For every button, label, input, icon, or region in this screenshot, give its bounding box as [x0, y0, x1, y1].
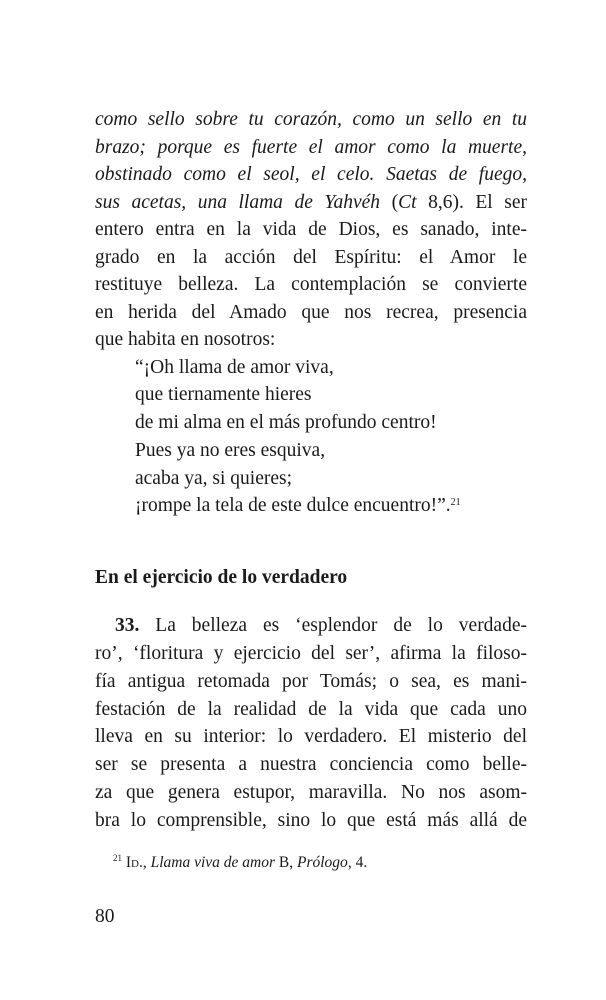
paragraph-number: 33. — [115, 615, 140, 637]
text-line — [95, 807, 527, 835]
text-segment: za que genera estupor, maravilla. No nos asom- — [95, 782, 527, 804]
italic-text: obstinado como el seol, el celo. Saetas de fuego, — [95, 164, 527, 185]
poem-text: Pues ya no eres esquiva, — [135, 439, 326, 461]
text-line — [95, 779, 527, 807]
page-number: 80 — [95, 906, 115, 927]
text-line — [95, 751, 527, 779]
text-line — [95, 723, 527, 751]
text-segment: lleva en su interior: lo verdadero. El misterio del — [95, 726, 527, 748]
poem-line — [135, 409, 527, 437]
poem-line — [135, 354, 527, 382]
text-line — [95, 244, 527, 272]
text-segment: La belleza es ‘esplendor de lo verdade- — [139, 615, 527, 637]
text-segment: bra lo comprensible, sino lo que está más allá de — [95, 809, 527, 831]
text-line — [95, 134, 527, 162]
section-heading: En el ejercicio de lo verdadero — [95, 567, 348, 589]
text-segment: ( — [380, 191, 399, 213]
text-line — [95, 696, 527, 724]
text-line — [95, 612, 527, 640]
text-segment: restituye belleza. La contemplación se convierte — [95, 274, 527, 295]
paragraph-continuation — [95, 106, 527, 354]
footnote-text: , — [142, 854, 151, 871]
italic-text: sus acetas, una llama de Yahvéh — [95, 191, 381, 213]
poem-text: que tiernamente hieres — [135, 384, 312, 406]
poem-quote — [135, 354, 527, 521]
italic-text: como sello sobre tu corazón, como un sello en tu — [95, 109, 527, 130]
footnote-reference: 21 — [450, 497, 461, 509]
footnote — [113, 854, 367, 872]
text-line — [95, 326, 527, 354]
italic-text: Ct — [398, 191, 417, 213]
poem-text: de mi alma en el más profundo centro! — [135, 412, 437, 434]
text-line — [95, 216, 527, 244]
poem-line — [135, 381, 527, 409]
poem-line — [135, 437, 527, 465]
footnote-text: , 4. — [347, 854, 368, 871]
text-segment: grado en la acción del Espíritu: el Amor le — [95, 246, 527, 268]
text-line — [95, 161, 527, 189]
italic-text: brazo; porque es fuerte el amor como la muerte, — [95, 136, 527, 158]
text-line — [95, 271, 527, 299]
text-segment: que habita en nosotros: — [95, 329, 276, 350]
poem-text: acaba ya, si quieres; — [135, 467, 293, 489]
poem-line — [135, 492, 527, 520]
footnote-section: Prólogo — [297, 854, 348, 871]
text-line — [95, 106, 527, 134]
text-segment: fía antigua retomada por Tomás; o sea, es mani- — [95, 670, 527, 692]
text-segment: 8,6). El ser — [416, 191, 528, 213]
text-segment: ser se presenta a nuestra conciencia como belle- — [95, 754, 527, 776]
footnote-text: B, — [275, 854, 297, 871]
footnote-number: 21 — [113, 853, 122, 863]
poem-line — [135, 465, 527, 493]
text-segment: festación de la realidad de la vida que cada uno — [95, 698, 527, 720]
paragraph-33 — [95, 612, 527, 834]
footnote-title: Llama viva de amor — [150, 854, 276, 871]
text-line — [95, 299, 527, 327]
text-line — [95, 189, 527, 217]
text-segment: en herida del Amado que nos recrea, presencia — [95, 301, 527, 323]
page-body — [95, 106, 527, 835]
poem-text: ¡rompe la tela de este dulce encuentro!”. — [135, 495, 451, 517]
text-segment: ro’, ‘floritura y ejercicio del ser’, afirma la filoso- — [95, 643, 527, 665]
text-line — [95, 640, 527, 668]
text-line — [95, 668, 527, 696]
text-segment: entero entra en la vida de Dios, es sanado, inte- — [95, 219, 527, 240]
poem-text: “¡Oh llama de amor viva, — [135, 356, 334, 378]
footnote-author: Id. — [125, 854, 143, 871]
